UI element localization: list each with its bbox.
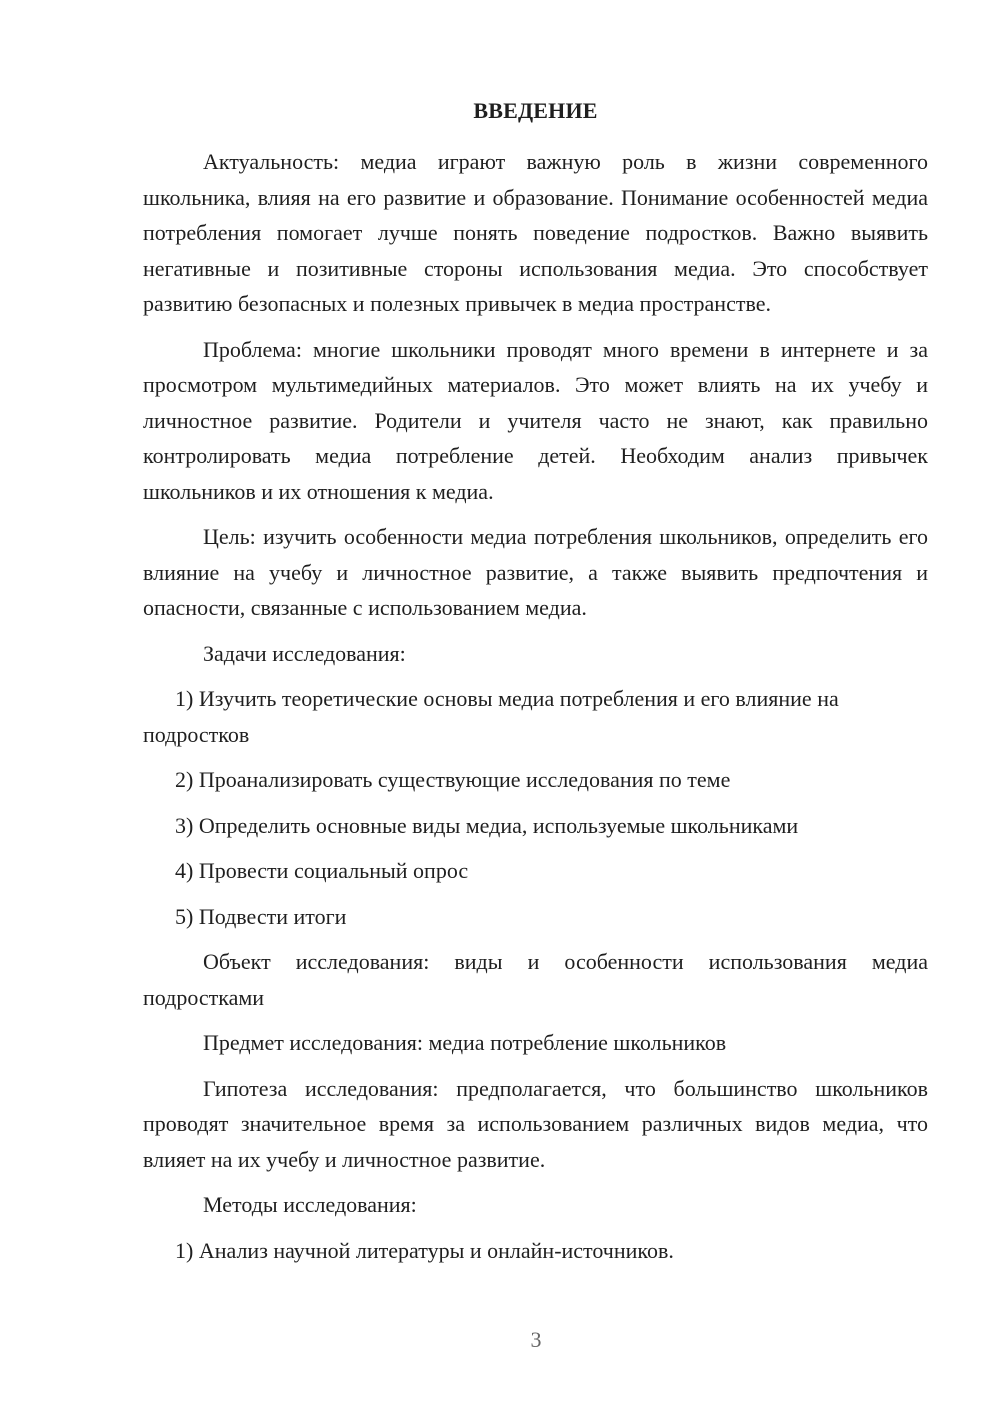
object-paragraph: Объект исследования: виды и особенности использования медиа подростками	[143, 949, 928, 1010]
method-item: 1) Анализ научной литературы и онлайн-источников.	[175, 1237, 674, 1263]
page-number: 3	[530, 1327, 542, 1352]
page-title: ВВЕДЕНИЕ	[473, 98, 598, 123]
task-item: 2) Проанализировать существующие исследования по теме	[175, 767, 731, 792]
subject-paragraph: Предмет исследования: медиа потребление школьников	[203, 1030, 727, 1055]
task-item: 4) Провести социальный опрос	[175, 858, 469, 883]
goal-paragraph: Цель: изучить особенности медиа потребления школьников, определить его влияние на учебу и личностное развитие, а также выявить предпочтения и опасности, связанные с использованием медиа.	[143, 524, 928, 620]
task-item: 5) Подвести итоги	[175, 903, 347, 929]
document-page	[143, 96, 928, 1278]
problem-paragraph: Проблема: многие школьники проводят много времени в интернете и за просмотром мультимедийных материалов. Это может влиять на их учебу и личностное развитие. Родители и учителя часто не знают, как правильно контролировать медиа потребление детей. Необходим анализ привычек школьников и их отношения к медиа.	[143, 336, 928, 504]
relevance-paragraph: Актуальность: медиа играют важную роль в жизни современного школьника, влияя на его развитие и образование. Понимание особенностей медиа потребления помогает лучше понять поведение подростков. Важно выявить негативные и позитивные стороны использования медиа. Это способствует развитию безопасных и полезных привычек в медиа пространстве.	[143, 149, 928, 316]
task-item: 3) Определить основные виды медиа, используемые школьниками	[175, 812, 799, 838]
task-item: 1) Изучить теоретические основы медиа потребления и его влияние на подростков	[143, 686, 839, 747]
tasks-title: Задачи исследования:	[203, 640, 406, 666]
hypothesis-paragraph: Гипотеза исследования: предполагается, что большинство школьников проводят значительное время за использованием различных видов медиа, что влияет на их учебу и личностное развитие.	[143, 1075, 928, 1172]
methods-title: Методы исследования:	[203, 1192, 417, 1217]
